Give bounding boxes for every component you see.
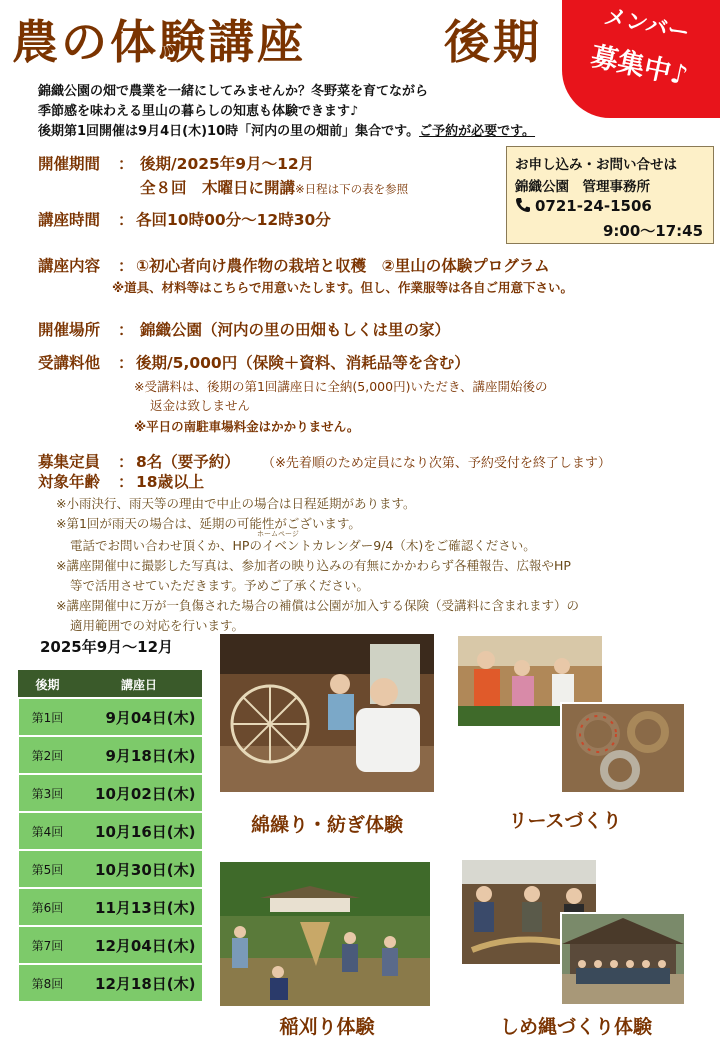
session-date: 10月30日(木) bbox=[77, 850, 202, 888]
fee-label: 受講料他 bbox=[38, 354, 101, 372]
capacity-note: （※先着順のため定員になり次第、予約受付を終了します） bbox=[262, 456, 611, 471]
contact-office: 錦織公園 管理事務所 bbox=[515, 179, 650, 195]
period-sub-text: 全８回 木曜日に開講 bbox=[140, 179, 296, 197]
caution-insurance: ※講座開催中に万が一負傷された場合の補償は公園が加入する保険（受講料に含まれます）の bbox=[56, 598, 579, 613]
session-number: 第4回 bbox=[19, 812, 77, 850]
fee-value: 後期/5,000円（保険＋資料、消耗品等を含む） bbox=[136, 354, 470, 372]
caption-spinning: 綿繰り・紡ぎ体験 bbox=[250, 814, 403, 836]
age-label: 対象年齢 bbox=[38, 473, 101, 491]
contact-heading: お申し込み・お問い合せは bbox=[515, 157, 677, 173]
session-date: 12月04日(木) bbox=[77, 926, 202, 964]
content-value: ①初心者向け農作物の栽培と収穫 ②里山の体験プログラム bbox=[136, 257, 550, 275]
age-value: 18歳以上 bbox=[136, 473, 205, 491]
caution-rain: ※小雨決行、雨天等の理由で中止の場合は日程延期があります。 bbox=[56, 496, 416, 511]
schedule-title: 2025年9月～12月 bbox=[40, 638, 174, 656]
content-note: ※道具、材料等はこちらで用意いたします。但し、作業服等は各自ご用意下さい。 bbox=[112, 280, 574, 295]
session-date: 9月18日(木) bbox=[77, 736, 202, 774]
period-value: 後期/2025年9月～12月 bbox=[140, 155, 315, 173]
caution-photos-2: 等で活用させていただきます。予めご了承ください。 bbox=[70, 578, 370, 593]
contact-box bbox=[506, 146, 714, 244]
intro-line-2: 季節感を味わえる里山の暮らしの知恵も体験できます♪ bbox=[38, 104, 359, 119]
capacity-label: 募集定員 bbox=[38, 453, 101, 471]
fee-note-parking: ※平日の南駐車場料金はかかりません。 bbox=[134, 419, 360, 434]
caption-shimenawa: しめ縄づくり体験 bbox=[499, 1016, 652, 1038]
capacity-value: 8名（要予約） bbox=[136, 453, 240, 471]
contact-hours: 9:00～17:45 bbox=[603, 222, 704, 240]
colon: ： bbox=[118, 211, 134, 229]
photo-spinning bbox=[220, 634, 434, 792]
photo-rice bbox=[220, 862, 430, 1006]
schedule-row bbox=[19, 964, 202, 1001]
colon: ： bbox=[118, 354, 134, 372]
period-sub bbox=[140, 176, 408, 198]
hp-ruby: ホームページ bbox=[257, 530, 299, 538]
schedule-table bbox=[18, 670, 202, 1001]
schedule-row bbox=[19, 926, 202, 964]
schedule-row bbox=[19, 774, 202, 812]
phone-icon bbox=[515, 197, 531, 213]
session-number: 第2回 bbox=[19, 736, 77, 774]
fee-note-1: ※受講料は、後期の第1回講座日に全納(5,000円)いただき、講座開始後の bbox=[134, 379, 548, 394]
intro-line-3 bbox=[38, 120, 535, 139]
intro-line-3-text: 後期第1回開催は9月4日(木)10時「河内の里の畑前」集合です。 bbox=[38, 124, 420, 139]
colon: ： bbox=[118, 257, 134, 275]
schedule-row bbox=[19, 812, 202, 850]
intro-line-1: 錦織公園の畑で農業を一緒にしてみませんか？冬野菜を育てながら bbox=[38, 84, 429, 99]
period-label: 開催期間 bbox=[38, 155, 101, 173]
session-number: 第3回 bbox=[19, 774, 77, 812]
reservation-required: ご予約が必要です。 bbox=[419, 124, 536, 139]
badge-text-members: メンバー bbox=[601, 4, 692, 47]
session-number: 第8回 bbox=[19, 964, 77, 1001]
colon: ： bbox=[118, 453, 134, 471]
schedule-header-date: 講座日 bbox=[77, 671, 202, 699]
place-label: 開催場所 bbox=[38, 321, 101, 339]
session-date: 11月13日(木) bbox=[77, 888, 202, 926]
colon: ： bbox=[118, 155, 134, 173]
time-value: 各回10時00分～12時30分 bbox=[136, 211, 331, 229]
colon: ： bbox=[118, 321, 134, 339]
schedule-row bbox=[19, 698, 202, 736]
session-date: 10月02日(木) bbox=[77, 774, 202, 812]
photo-wreaths bbox=[560, 702, 686, 794]
session-number: 第7回 bbox=[19, 926, 77, 964]
page-title-term: 後期 bbox=[444, 15, 542, 69]
photo-shimenawa-group bbox=[560, 912, 686, 1006]
caution-insurance-2: 適用範囲での対応を行います。 bbox=[70, 618, 245, 633]
session-date: 9月04日(木) bbox=[77, 698, 202, 736]
page-title: 農の体験講座 bbox=[12, 15, 306, 69]
schedule-header-term: 後期 bbox=[19, 671, 77, 699]
time-label: 講座時間 bbox=[38, 211, 101, 229]
schedule-row bbox=[19, 888, 202, 926]
caution-contact: 電話でお問い合わせ頂くか、HPのイベントカレンダー9/4（木)をご確認ください。 bbox=[70, 538, 536, 553]
contact-phone[interactable]: 0721-24-1506 bbox=[535, 197, 652, 215]
session-date: 12月18日(木) bbox=[77, 964, 202, 1001]
place-value: 錦織公園（河内の里の田畑もしくは里の家） bbox=[140, 321, 451, 339]
session-number: 第5回 bbox=[19, 850, 77, 888]
caption-wreath: リースづくり bbox=[508, 810, 622, 832]
content-label: 講座内容 bbox=[38, 257, 101, 275]
schedule-row bbox=[19, 850, 202, 888]
caption-rice: 稲刈り体験 bbox=[279, 1016, 375, 1038]
session-date: 10月16日(木) bbox=[77, 812, 202, 850]
caution-first-rain: ※第1回が雨天の場合は、延期の可能性がございます。 bbox=[56, 516, 361, 531]
colon: ： bbox=[118, 473, 134, 491]
period-sub-note: ※日程は下の表を参照 bbox=[295, 182, 409, 196]
schedule-row bbox=[19, 736, 202, 774]
badge-text-recruiting: 募集中♪ bbox=[588, 41, 691, 92]
fee-note-2: 返金は致しません bbox=[150, 398, 251, 413]
session-number: 第6回 bbox=[19, 888, 77, 926]
caution-photos: ※講座開催中に撮影した写真は、参加者の映り込みの有無にかかわらず各種報告、広報やHP bbox=[56, 558, 571, 573]
session-number: 第1回 bbox=[19, 698, 77, 736]
